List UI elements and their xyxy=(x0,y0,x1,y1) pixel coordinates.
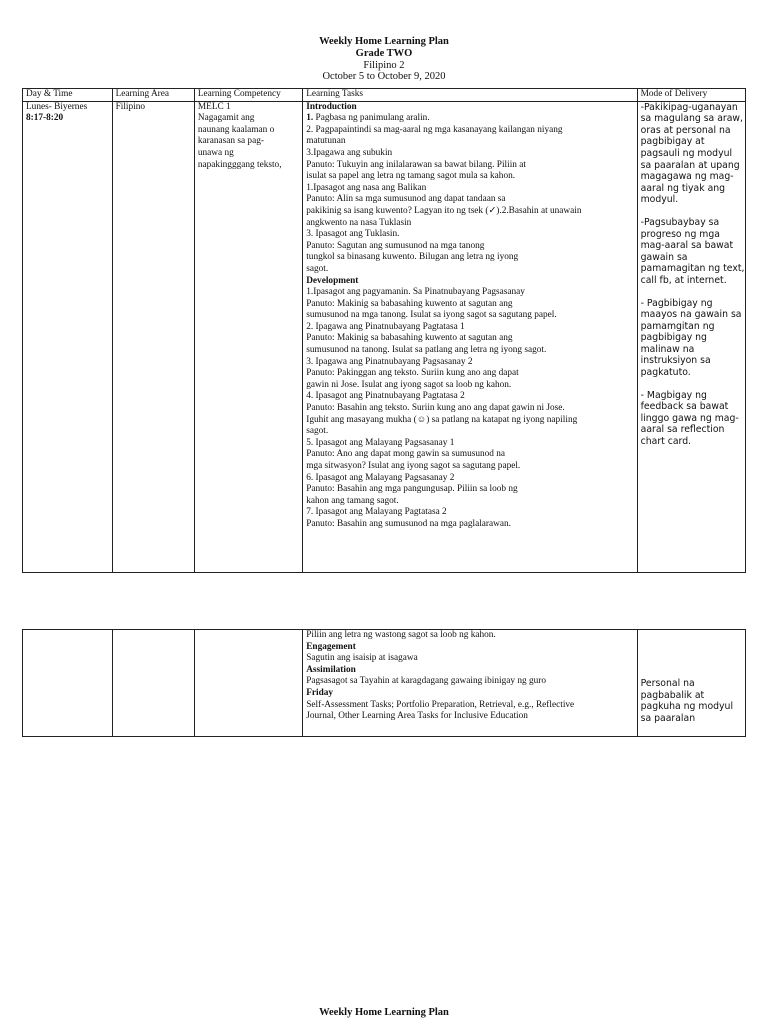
task-line: angkwento na nasa Tuklasin xyxy=(306,217,412,228)
task-line: 6. Ipasagot ang Malayang Pagsasanay 2 xyxy=(306,472,455,483)
next-page-title: Weekly Home Learning Plan xyxy=(319,1007,449,1018)
task-line: 5. Ipasagot ang Malayang Pagsasanay 1 xyxy=(306,437,455,448)
task-section-heading: Engagement xyxy=(306,641,356,652)
task-line: Piliin ang letra ng wastong sagot sa loob ng kahon. xyxy=(306,630,496,640)
task-line: Panuto: Basahin ang teksto. Suriin kung ano ang dapat gawin ni Jose. xyxy=(306,403,565,414)
task-section-heading: Introduction xyxy=(306,101,357,112)
task-line: Panuto: Basahin ang sumusunod na mga paglalarawan. xyxy=(306,518,511,529)
learning-tasks-cell xyxy=(303,101,637,572)
table-row xyxy=(23,101,746,572)
delivery-line: chart card. xyxy=(640,436,692,448)
delivery-line: Personal na xyxy=(640,678,695,689)
mode-of-delivery-cell xyxy=(637,101,745,572)
task-line: isulat sa papel ang letra ng tamang sagot mula sa kahon. xyxy=(306,171,516,182)
delivery-line: pagbibigay at xyxy=(640,136,705,148)
delivery-line: instruksiyon sa xyxy=(640,355,711,367)
header-learning-area: Learning Area xyxy=(112,89,194,102)
header-day-time: Day & Time xyxy=(23,89,113,102)
task-line: 3. Ipagawa ang Pinatnubayang Pagsasanay 2 xyxy=(306,356,473,367)
task-line: sumusunod na mga tanong. Isulat sa iyong sagot sa sagutang papel. xyxy=(306,310,557,321)
competency-line: napakingggang teksto, xyxy=(197,159,282,170)
learning-plan-table-continued xyxy=(22,629,746,737)
learning-area-cell: Filipino xyxy=(112,101,194,572)
delivery-line: maayos na gawain sa xyxy=(640,309,742,321)
competency-line: MELC 1 xyxy=(197,101,231,112)
task-line: Panuto: Sagutan ang sumusunod na mga tanong xyxy=(306,240,485,251)
task-line: gawin ni Jose. Isulat ang iyong sagot sa loob ng kahon. xyxy=(306,379,512,390)
day-time-cell xyxy=(23,630,113,737)
grade-label: Grade TWO xyxy=(355,47,413,59)
table-row xyxy=(23,630,746,737)
delivery-line: aaral sa reflection xyxy=(640,424,725,436)
task-line: Panuto: Tukuyin ang inilalarawan sa bawat bilang. Piliin at xyxy=(306,159,526,170)
task-line: mga sitwasyon? Isulat ang iyong sagot sa sagutang papel. xyxy=(306,461,521,471)
delivery-line: gawain sa xyxy=(640,251,688,263)
delivery-line: oras at personal na xyxy=(640,124,731,136)
task-line: pakikinig sa isang kuwento? Lagyan ito ng tsek (✓).2.Basahin at unawain xyxy=(306,205,582,216)
delivery-line: magagawa ng mag- xyxy=(640,171,734,183)
learning-plan-table xyxy=(22,88,746,573)
task-line: matutunan xyxy=(306,136,346,147)
delivery-line: sa paaralan at upang xyxy=(640,159,740,171)
delivery-line: sa magulang sa araw, xyxy=(640,113,743,125)
task-line: 7. Ipasagot ang Malayang Pagtatasa 2 xyxy=(306,507,447,518)
delivery-line: pagsauli ng modyul xyxy=(640,147,733,159)
competency-cell xyxy=(194,101,302,572)
task-section-heading: Friday xyxy=(306,687,334,698)
task-line: 3.Ipagawa ang subukin xyxy=(306,147,393,158)
task-line: Panuto: Alin sa mga sumusunod ang dapat tandaan sa xyxy=(306,194,506,205)
time-range: 8:17-8:20 xyxy=(26,113,64,124)
task-line: Panuto: Pakinggan ang teksto. Suriin kung ano ang dapat xyxy=(306,368,519,379)
delivery-line: aaral ng tiyak ang xyxy=(640,182,726,194)
learning-area-cell xyxy=(112,630,194,737)
subject-label: Filipino 2 xyxy=(363,59,405,71)
header-learning-tasks: Learning Tasks xyxy=(303,89,637,102)
paragraph-gap xyxy=(641,206,742,217)
task-line: 3. Ipasagot ang Tuklasin. xyxy=(306,229,400,240)
delivery-line: pagkatuto. xyxy=(640,367,691,379)
task-line: Panuto: Makinig sa babasahing kuwento at sagutan ang xyxy=(306,298,513,309)
date-range: October 5 to October 9, 2020 xyxy=(322,71,446,83)
task-line: Pagsasagot sa Tayahin at karagdagang gawaing ibinigay ng guro xyxy=(306,676,547,687)
competency-line: naunang kaalaman o xyxy=(197,124,275,135)
delivery-line: - Pagbibigay ng xyxy=(640,297,713,309)
task-line: 2. Pagpapaintindi sa mag-aaral ng mga kasanayang kailangan niyang xyxy=(306,124,563,135)
delivery-line: mag-aaral sa bawat xyxy=(640,240,734,252)
delivery-line: pagbabalik at xyxy=(640,689,705,701)
competency-cell xyxy=(194,630,302,737)
delivery-line: modyul. xyxy=(640,194,679,206)
task-line xyxy=(306,113,633,125)
task-line: Self-Assessment Tasks; Portfolio Preparation, Retrieval, e.g., Reflective xyxy=(306,699,575,710)
delivery-line: -Pakikipag-uganayan xyxy=(640,101,738,113)
task-line: 1.Ipasagot ang pagyamanin. Sa Pinatnubayang Pagsasanay xyxy=(306,287,525,298)
header-learning-competency: Learning Competency xyxy=(194,89,302,102)
paragraph-gap xyxy=(641,379,742,390)
competency-line: unawa ng xyxy=(197,147,234,158)
table-header-row xyxy=(23,89,746,102)
plan-title: Weekly Home Learning Plan xyxy=(319,36,449,47)
task-section-heading: Development xyxy=(306,275,359,286)
delivery-line: linggo gawa ng mag- xyxy=(640,412,739,424)
task-section-heading: Assimilation xyxy=(306,664,356,675)
task-number: 1. xyxy=(306,113,314,124)
delivery-line: -Pagsubaybay sa xyxy=(640,216,720,228)
delivery-line: pagkuha ng modyul xyxy=(640,701,734,713)
competency-line: karanasan sa pag- xyxy=(197,136,264,147)
task-line: Panuto: Makinig sa babasahing kuwento at sagutan ang xyxy=(306,333,513,344)
task-line: sumusunod na tanong. Isulat sa patlang ang letra ng iyong sagot. xyxy=(306,345,547,356)
task-line: Panuto: Basahin ang mga pangungusap. Piliin sa loob ng xyxy=(306,484,518,495)
competency-line: Nagagamit ang xyxy=(197,113,255,124)
task-line: Panuto: Ano ang dapat mong gawin sa sumusunod na xyxy=(306,449,506,460)
header-mode-of-delivery: Mode of Delivery xyxy=(637,89,745,102)
task-line: Iguhit ang masayang mukha (☺) sa patlang na katapat ng iyong napiling xyxy=(306,414,578,425)
task-line: 2. Ipagawa ang Pinatnubayang Pagtatasa 1 xyxy=(306,321,465,332)
paragraph-gap xyxy=(641,287,742,298)
delivery-line: progreso ng mga xyxy=(640,228,720,240)
delivery-line: malinaw na xyxy=(640,343,695,355)
task-line: 1.Ipasagot ang nasa ang Balikan xyxy=(306,182,427,193)
day-range: Lunes- Biyernes xyxy=(26,101,88,112)
task-line: sagot. xyxy=(306,263,329,274)
mode-of-delivery-cell xyxy=(637,630,745,737)
delivery-line: feedback sa bawat xyxy=(640,401,729,413)
task-text: Pagbasa ng panimulang aralin. xyxy=(313,113,430,124)
delivery-line: - Magbigay ng xyxy=(640,389,707,401)
task-line: 4. Ipasagot ang Pinatnubayang Pagtatasa 2 xyxy=(306,391,465,402)
task-line: kahon ang tamang sagot. xyxy=(306,495,399,506)
day-time-cell xyxy=(23,101,113,572)
document-header xyxy=(0,36,768,83)
task-line: Journal, Other Learning Area Tasks for Inclusive Education xyxy=(306,711,528,722)
delivery-line: pamamgitan ng xyxy=(640,320,715,332)
delivery-line: pagbibigay ng xyxy=(640,332,707,344)
delivery-line: call fb, at internet. xyxy=(640,274,727,286)
task-line: sagot. xyxy=(306,426,329,437)
task-line: tungkol sa binasang kuwento. Bilugan ang letra ng iyong xyxy=(306,252,519,263)
task-line: Sagutin ang isaisip at isagawa xyxy=(306,653,418,664)
delivery-line: sa paaralan xyxy=(640,712,696,724)
learning-tasks-cell xyxy=(303,630,637,737)
delivery-line: pamamagitan ng text, xyxy=(640,263,745,275)
